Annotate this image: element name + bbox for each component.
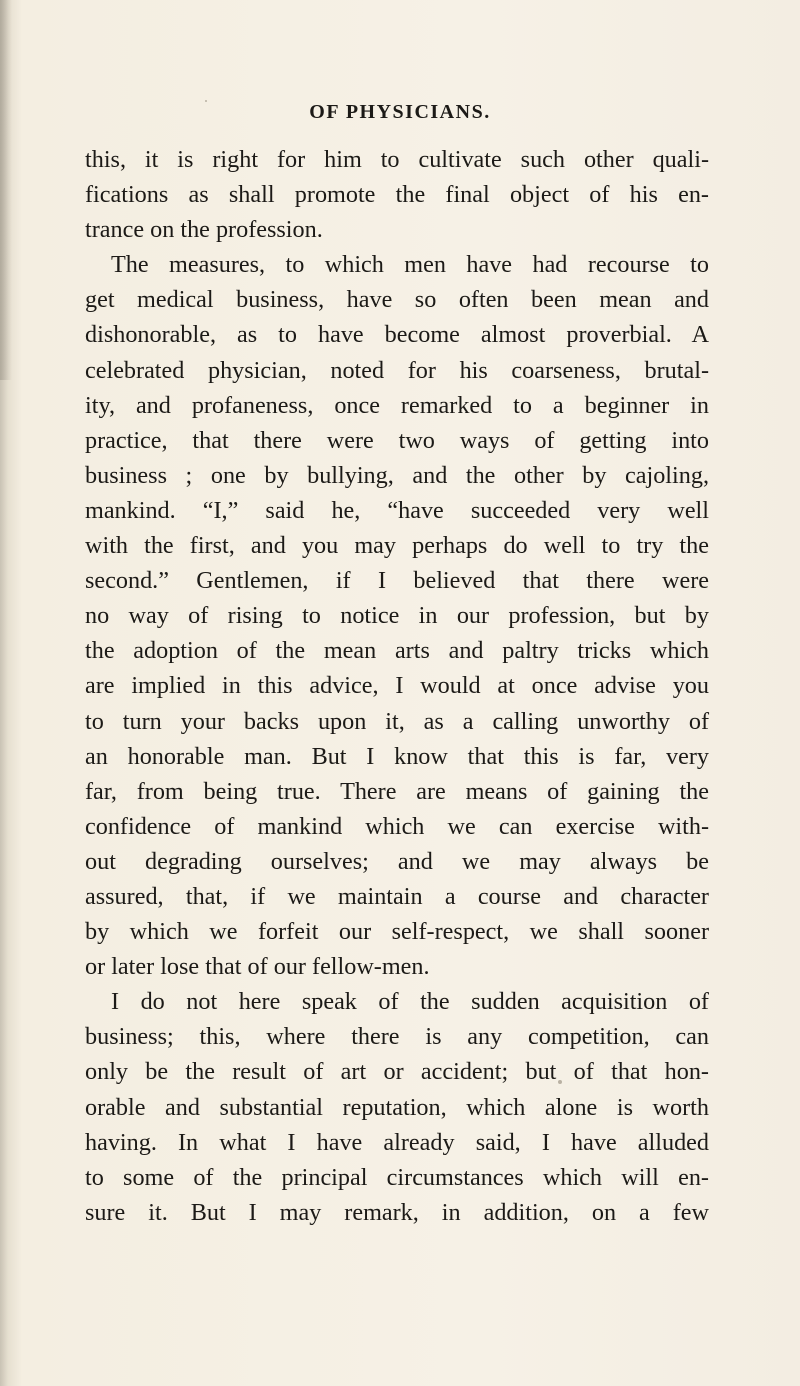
text-line: this, it is right for him to cultivate such other quali- <box>85 146 709 173</box>
running-head: OF PHYSICIANS. <box>309 101 491 123</box>
text-line: having. In what I have already said, I have alluded <box>85 1128 709 1156</box>
text-line: or later lose that of our fellow-men. <box>85 953 430 981</box>
text-line: are implied in this advice, I would at once advise you <box>85 672 709 700</box>
text-line: sure it. But I may remark, in addition, on a few <box>85 1198 709 1226</box>
text-line: dishonorable, as to have become almost proverbial. A <box>85 321 709 349</box>
text-line: an honorable man. But I know that this is far, very <box>85 742 709 770</box>
text-line: second.” Gentlemen, if I believed that there were <box>85 567 709 595</box>
text-line: only be the result of art or accident; but of that hon- <box>85 1058 709 1086</box>
text-line: to turn your backs upon it, as a calling unworthy of <box>85 707 709 735</box>
text-line: ity, and profaneness, once remarked to a beginner in <box>85 391 709 419</box>
text-line: The measures, to which men have had recourse to <box>111 251 709 279</box>
text-line: the adoption of the mean arts and paltry tricks which <box>85 637 709 665</box>
text-line: mankind. “I,” said he, “have succeeded very well <box>85 496 709 524</box>
binding-gutter <box>0 0 12 380</box>
text-line: to some of the principal circumstances which will en- <box>85 1163 709 1191</box>
text-line: get medical business, have so often been mean and <box>85 286 709 314</box>
text-line: assured, that, if we maintain a course and character <box>85 882 709 910</box>
text-line: fications as shall promote the final object of his en- <box>85 181 709 209</box>
text-line: business; this, where there is any competition, can <box>85 1023 709 1051</box>
text-line: I do not here speak of the sudden acquisition of <box>111 988 709 1016</box>
text-line: with the first, and you may perhaps do well to try the <box>85 532 709 560</box>
text-line: far, from being true. There are means of gaining the <box>85 777 709 805</box>
text-line: practice, that there were two ways of getting into <box>85 426 709 454</box>
text-line: confidence of mankind which we can exercise with- <box>85 812 709 840</box>
text-line: business ; one by bullying, and the other by cajoling, <box>85 461 709 489</box>
body-text <box>85 142 709 1230</box>
text-line: by which we forfeit our self-respect, we shall sooner <box>85 918 709 946</box>
text-line: no way of rising to notice in our profession, but by <box>85 602 709 630</box>
text-line: out degrading ourselves; and we may always be <box>85 847 709 875</box>
text-line: orable and substantial reputation, which alone is worth <box>85 1093 709 1121</box>
text-line: celebrated physician, noted for his coarseness, brutal- <box>85 356 709 384</box>
text-line: trance on the profession. <box>85 216 323 244</box>
